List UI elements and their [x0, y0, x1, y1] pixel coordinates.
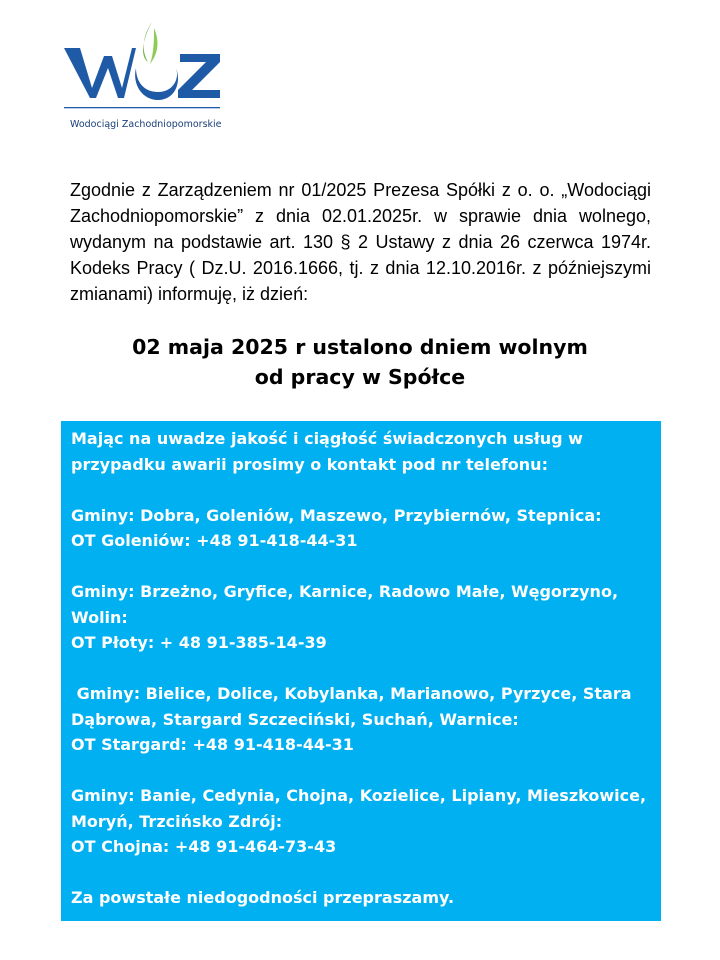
- intro-paragraph: Zgodnie z Zarządzeniem nr 01/2025 Prezesa Spółki z o. o. „Wodociągi Zachodniopomorskie” z dnia 02.01.2025r. w sprawie dnia wolnego, wydanym na podstawie art. 130 § 2 Ustawy z dnia 26 czerwca 1974r. Kodeks Pracy ( Dz.U. 2016.1666, tj. z dnia 12.10.2016r. z późniejszymi zmianami) informuję, iż dzień:: [70, 180, 651, 304]
- contact-phone-ploty: OT Płoty: + 48 91-385-14-39: [71, 633, 327, 652]
- emergency-contact-box: [61, 421, 661, 921]
- logo-company-name: Wodociągi Zachodniopomorskie: [70, 119, 222, 130]
- contact-intro: Mając na uwadze jakość i ciągłość świadczonych usług w przypadku awarii prosimy o kontakt pod nr telefonu:: [71, 429, 583, 474]
- contact-phone-goleniow: OT Goleniów: +48 91-418-44-31: [71, 531, 358, 550]
- headline-line-2: od pracy w Spółce: [254, 365, 466, 389]
- contact-gminy-goleniow: Gminy: Dobra, Goleniów, Maszewo, Przybiernów, Stepnica:: [71, 505, 602, 525]
- headline-line-1: 02 maja 2025 r ustalono dniem wolnym: [132, 335, 588, 359]
- contact-gminy-ploty: Gminy: Brzeżno, Gryfice, Karnice, Radowo Małe, Węgorzyno, Wolin:: [71, 582, 619, 627]
- contact-phone-stargard: OT Stargard: +48 91-418-44-31: [71, 735, 354, 754]
- contact-gminy-stargard: Gminy: Bielice, Dolice, Kobylanka, Marianowo, Pyrzyce, Stara Dąbrowa, Stargard Szczeciński, Suchań, Warnice:: [71, 684, 638, 729]
- contact-closing: Za powstałe niedogodności przepraszamy.: [71, 888, 455, 907]
- contact-phone-chojna: OT Chojna: +48 91-464-73-43: [71, 837, 337, 856]
- contact-gminy-chojna: Gminy: Banie, Cedynia, Chojna, Kozielice, Lipiany, Mieszkowice, Moryń, Trzcińsko Zdrój:: [71, 786, 647, 831]
- woz-logo-icon: [62, 18, 224, 118]
- company-logo: [62, 18, 224, 138]
- announcement-headline: [60, 332, 660, 392]
